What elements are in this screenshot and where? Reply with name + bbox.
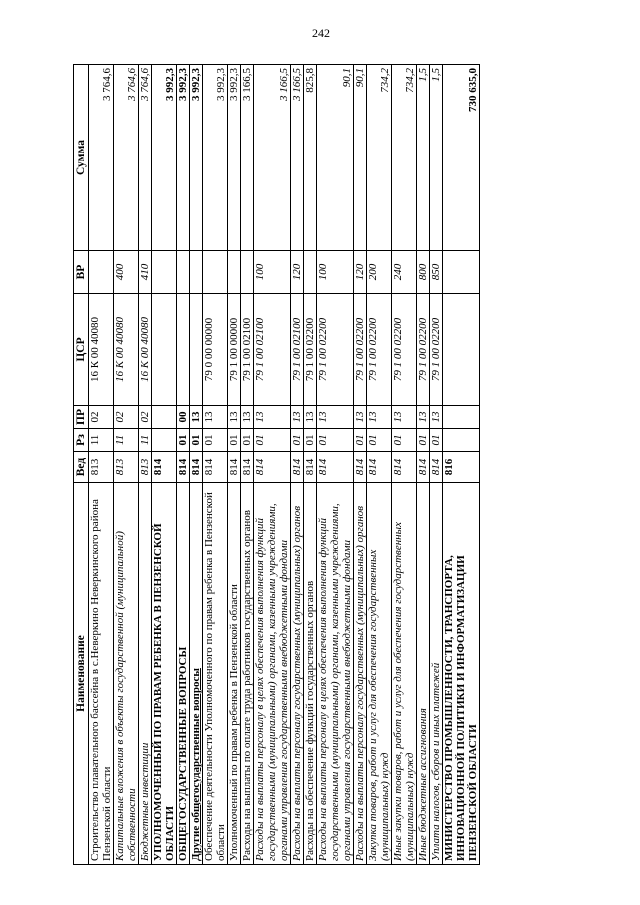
cell-rz xyxy=(443,429,480,452)
cell-sum: 1,5 xyxy=(417,65,430,251)
cell-rz: 11 xyxy=(114,429,139,452)
cell-sum: 3 166,5 xyxy=(241,65,254,251)
cell-pr: 13 xyxy=(430,406,443,429)
cell-vr: 120 xyxy=(291,251,304,294)
cell-csr: 16 К 00 40080 xyxy=(139,294,152,406)
cell-pr: 02 xyxy=(114,406,139,429)
cell-csr: 79 1 00 02100 xyxy=(254,294,291,406)
cell-pr xyxy=(152,406,177,429)
cell-ved: 814 xyxy=(304,452,317,483)
table-row xyxy=(317,65,354,865)
table-row xyxy=(152,65,177,865)
cell-sum: 90,1 xyxy=(354,65,367,251)
table-row xyxy=(139,65,152,865)
cell-sum: 3 166,5 xyxy=(254,65,291,251)
cell-ved: 814 xyxy=(317,452,354,483)
cell-csr: 16 К 00 40080 xyxy=(89,294,114,406)
cell-csr: 79 0 00 00000 xyxy=(203,294,228,406)
row-label: Расходы на выплаты персоналу государственных (муниципальных) органов xyxy=(291,505,303,861)
row-label: Закупка товаров, работ и услуг для обеспечения государственных (муниципальных) нужд xyxy=(367,549,391,861)
cell-sum: 3 166,5 xyxy=(291,65,304,251)
table-row xyxy=(203,65,228,865)
cell-vr xyxy=(89,251,114,294)
cell-sum: 3 992,3 xyxy=(190,65,203,251)
table-header-row xyxy=(74,65,89,865)
table-row xyxy=(417,65,430,865)
cell-name xyxy=(241,483,254,865)
cell-ved: 814 xyxy=(228,452,241,483)
cell-sum: 3 992,3 xyxy=(228,65,241,251)
cell-csr: 79 1 00 02100 xyxy=(241,294,254,406)
cell-vr: 800 xyxy=(417,251,430,294)
row-label: Уплата налогов, сборов и иных платежей xyxy=(430,662,442,861)
cell-sum: 734,2 xyxy=(367,65,392,251)
cell-csr: 79 1 00 02200 xyxy=(392,294,417,406)
cell-sum: 3 764,6 xyxy=(114,65,139,251)
cell-vr xyxy=(152,251,177,294)
cell-sum: 3 764,6 xyxy=(89,65,114,251)
cell-ved: 814 xyxy=(430,452,443,483)
cell-name xyxy=(177,483,190,865)
cell-csr xyxy=(443,294,480,406)
cell-vr xyxy=(177,251,190,294)
table-row xyxy=(367,65,392,865)
cell-pr: 13 xyxy=(367,406,392,429)
header-vr: ВР xyxy=(74,251,89,294)
cell-vr: 100 xyxy=(254,251,291,294)
cell-csr xyxy=(152,294,177,406)
cell-ved: 814 xyxy=(367,452,392,483)
cell-csr: 79 1 00 02200 xyxy=(430,294,443,406)
cell-name xyxy=(139,483,152,865)
cell-pr: 13 xyxy=(317,406,354,429)
cell-ved: 814 xyxy=(291,452,304,483)
cell-ved: 814 xyxy=(203,452,228,483)
cell-pr xyxy=(443,406,480,429)
cell-csr: 79 1 00 02200 xyxy=(304,294,317,406)
cell-pr: 02 xyxy=(89,406,114,429)
table-row xyxy=(190,65,203,865)
header-name: Наименование xyxy=(74,483,89,865)
header-ved: Вед xyxy=(74,452,89,483)
cell-sum: 825,8 xyxy=(304,65,317,251)
cell-pr: 00 xyxy=(177,406,190,429)
cell-csr: 16 К 00 40080 xyxy=(114,294,139,406)
cell-csr: 79 1 00 02200 xyxy=(417,294,430,406)
cell-sum: 734,2 xyxy=(392,65,417,251)
cell-vr: 400 xyxy=(114,251,139,294)
cell-rz: 01 xyxy=(177,429,190,452)
cell-vr: 410 xyxy=(139,251,152,294)
cell-rz: 01 xyxy=(317,429,354,452)
cell-name xyxy=(304,483,317,865)
row-label: Уполномоченный по правам ребенка в Пензенской области xyxy=(228,584,240,861)
cell-vr xyxy=(228,251,241,294)
row-label: Расходы на выплаты персоналу государственных (муниципальных) органов xyxy=(354,505,366,861)
table-row xyxy=(228,65,241,865)
cell-rz xyxy=(152,429,177,452)
row-label: Бюджетные инвестиции xyxy=(139,742,151,861)
cell-pr: 13 xyxy=(203,406,228,429)
row-label: Иные бюджетные ассигнования xyxy=(417,708,429,861)
page-number: 242 xyxy=(312,26,330,40)
table-row xyxy=(354,65,367,865)
table-row xyxy=(392,65,417,865)
cell-csr: 79 1 00 00000 xyxy=(228,294,241,406)
cell-rz: 01 xyxy=(417,429,430,452)
cell-pr: 13 xyxy=(190,406,203,429)
cell-rz: 01 xyxy=(190,429,203,452)
cell-name xyxy=(430,483,443,865)
cell-pr: 13 xyxy=(291,406,304,429)
cell-ved: 813 xyxy=(114,452,139,483)
cell-vr xyxy=(304,251,317,294)
cell-vr xyxy=(190,251,203,294)
cell-ved: 814 xyxy=(190,452,203,483)
row-label: ОБЩЕГОСУДАРСТВЕННЫЕ ВОПРОСЫ xyxy=(177,646,189,861)
row-label: Расходы на выплаты персоналу в целях обеспечения выполнения функций государственными (муниципальными) органами, казенными учреждениями, органами управления государственными внебюджетными фондами xyxy=(317,503,353,861)
cell-rz: 01 xyxy=(392,429,417,452)
cell-csr: 79 1 00 02200 xyxy=(317,294,354,406)
cell-ved: 816 xyxy=(443,452,480,483)
cell-vr: 850 xyxy=(430,251,443,294)
cell-rz: 01 xyxy=(241,429,254,452)
cell-sum: 3 992,3 xyxy=(152,65,177,251)
cell-pr: 13 xyxy=(354,406,367,429)
cell-sum: 3 992,3 xyxy=(177,65,190,251)
row-label: Расходы на обеспечение функций государственных органов xyxy=(304,580,316,861)
cell-name xyxy=(417,483,430,865)
cell-csr xyxy=(190,294,203,406)
cell-pr: 13 xyxy=(417,406,430,429)
table-body xyxy=(89,65,480,865)
cell-ved: 814 xyxy=(241,452,254,483)
cell-csr xyxy=(177,294,190,406)
budget-table xyxy=(73,64,480,865)
table-row xyxy=(443,65,480,865)
cell-name xyxy=(317,483,354,865)
header-sum: Сумма xyxy=(74,65,89,251)
table-row xyxy=(89,65,114,865)
cell-rz: 01 xyxy=(291,429,304,452)
cell-vr: 200 xyxy=(367,251,392,294)
header-pr: ПР xyxy=(74,406,89,429)
cell-pr: 13 xyxy=(254,406,291,429)
cell-vr xyxy=(443,251,480,294)
cell-sum: 1,5 xyxy=(430,65,443,251)
budget-table-container xyxy=(73,65,588,865)
row-label: Расходы на выплаты по оплате труда работников государственных органов xyxy=(241,510,253,861)
cell-ved: 813 xyxy=(139,452,152,483)
table-row xyxy=(291,65,304,865)
cell-csr: 79 1 00 02200 xyxy=(367,294,392,406)
header-csr: ЦСР xyxy=(74,294,89,406)
cell-name xyxy=(291,483,304,865)
header-rz: Рз xyxy=(74,429,89,452)
cell-vr xyxy=(203,251,228,294)
row-label: Иные закупки товаров, работ и услуг для обеспечения государственных (муниципальных) нужд xyxy=(392,522,416,861)
cell-ved: 813 xyxy=(89,452,114,483)
table-row xyxy=(241,65,254,865)
row-label: Расходы на выплаты персоналу в целях обеспечения выполнения функций государственными (муниципальными) органами, казенными учреждениями, органами управления государственными внебюджетными фондами xyxy=(254,503,290,861)
cell-csr: 79 1 00 02100 xyxy=(291,294,304,406)
cell-rz: 01 xyxy=(203,429,228,452)
cell-vr xyxy=(241,251,254,294)
cell-name xyxy=(190,483,203,865)
row-label: УПОЛНОМОЧЕННЫЙ ПО ПРАВАМ РЕБЕНКА В ПЕНЗЕНСКОЙ ОБЛАСТИ xyxy=(152,523,176,861)
row-label: Другие общегосударственные вопросы xyxy=(190,668,202,861)
cell-rz: 11 xyxy=(139,429,152,452)
cell-ved: 814 xyxy=(254,452,291,483)
cell-rz: 11 xyxy=(89,429,114,452)
cell-ved: 814 xyxy=(392,452,417,483)
cell-rz: 01 xyxy=(228,429,241,452)
table-row xyxy=(430,65,443,865)
cell-sum: 3 992,3 xyxy=(203,65,228,251)
cell-name xyxy=(228,483,241,865)
row-label: Обеспечение деятельности Уполномоченного по правам ребенка в Пензенской области xyxy=(203,492,227,861)
cell-vr: 100 xyxy=(317,251,354,294)
cell-name xyxy=(254,483,291,865)
cell-pr: 13 xyxy=(392,406,417,429)
cell-pr: 13 xyxy=(241,406,254,429)
cell-name xyxy=(89,483,114,865)
cell-pr: 13 xyxy=(304,406,317,429)
cell-name xyxy=(392,483,417,865)
cell-rz: 01 xyxy=(354,429,367,452)
cell-pr: 13 xyxy=(228,406,241,429)
cell-name xyxy=(443,483,480,865)
row-label: Капитальные вложения в объекты государственной (муниципальной) собственности xyxy=(114,531,138,861)
cell-sum: 730 635,0 xyxy=(443,65,480,251)
cell-name xyxy=(152,483,177,865)
cell-vr: 240 xyxy=(392,251,417,294)
row-label: Строительство плавательного бассейна в с.Неверкино Неверкинского района Пензенской области xyxy=(89,499,113,861)
cell-rz: 01 xyxy=(254,429,291,452)
cell-rz: 01 xyxy=(430,429,443,452)
cell-sum: 90,1 xyxy=(317,65,354,251)
table-row xyxy=(254,65,291,865)
cell-vr: 120 xyxy=(354,251,367,294)
cell-name xyxy=(203,483,228,865)
cell-rz: 01 xyxy=(304,429,317,452)
table-row xyxy=(177,65,190,865)
table-row xyxy=(114,65,139,865)
cell-name xyxy=(114,483,139,865)
cell-sum: 3 764,6 xyxy=(139,65,152,251)
cell-ved: 814 xyxy=(417,452,430,483)
cell-name xyxy=(367,483,392,865)
cell-ved: 814 xyxy=(152,452,177,483)
table-row xyxy=(304,65,317,865)
cell-csr: 79 1 00 02200 xyxy=(354,294,367,406)
cell-rz: 01 xyxy=(367,429,392,452)
row-label: МИНИСТЕРСТВО ПРОМЫШЛЕННОСТИ, ТРАНСПОРТА, ИННОВАЦИОННОЙ ПОЛИТИКИ И ИНФОРМАТИЗАЦИИ ПЕНЗЕНСКОЙ ОБЛАСТИ xyxy=(443,555,479,861)
cell-ved: 814 xyxy=(177,452,190,483)
cell-pr: 02 xyxy=(139,406,152,429)
cell-ved: 814 xyxy=(354,452,367,483)
cell-name xyxy=(354,483,367,865)
